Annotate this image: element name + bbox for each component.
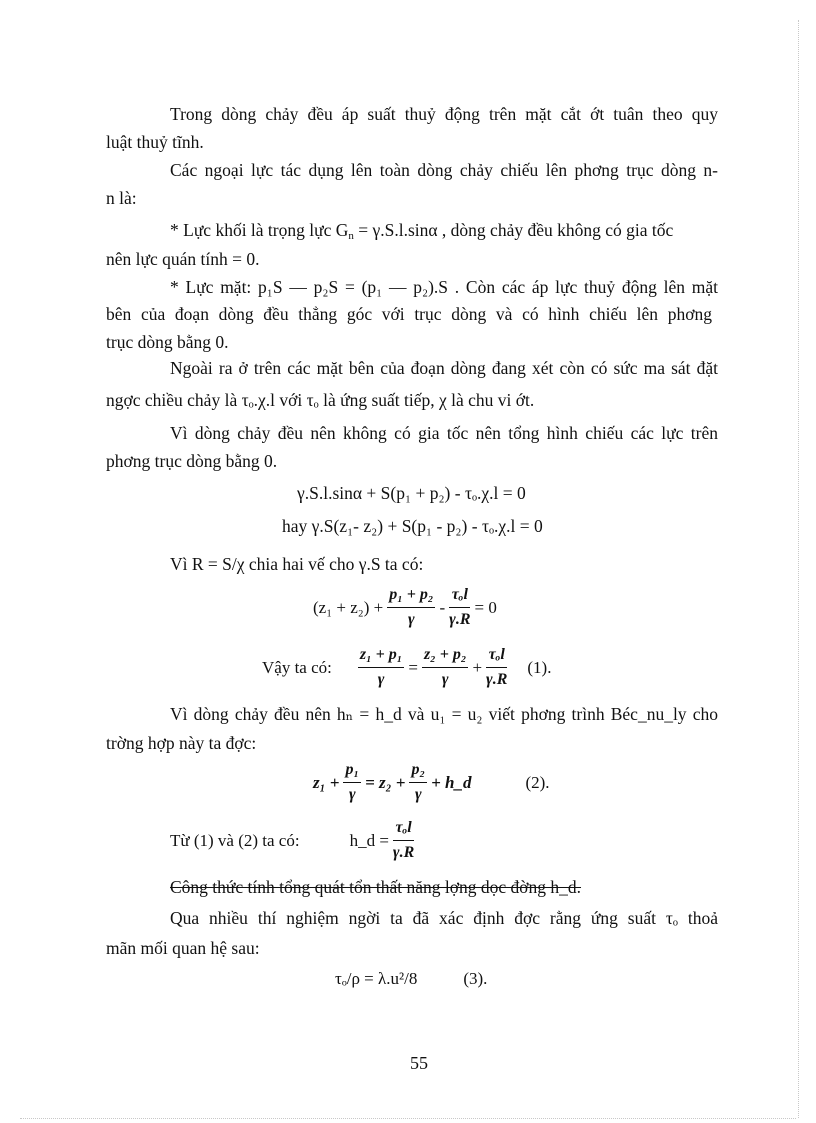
para-7: Vì R = S/χ chia hai vế cho γ.S ta có: [170,554,424,574]
eq4-fraction-1 [358,645,405,690]
equation-1 [262,645,551,690]
eq6-frac-numerator: τₒl [393,818,414,841]
eq4-fraction-2 [422,645,469,690]
eq6-frac-denominator: γ.R [392,844,415,861]
eq7-body: τₒ/ρ = λ.u²/8 [335,969,418,988]
eq3-minus: - [439,597,446,617]
section-heading: Công thức tính tổng quát tổn thất năng lợng dọc đờng h_d. [170,877,582,897]
eq5-frac1-numerator: p₁ [343,760,361,783]
eq3-fraction-pressure [387,585,435,630]
eq4-frac3-denominator: γ.R [486,671,508,688]
right-dotted-border [798,20,799,1118]
equation-head-loss [170,818,418,863]
para-8-line-1: Vì dòng chảy đều nên hₙ = h_d và u₁ = u₂ viết phơng trình Béc_nu_ly cho [170,704,718,724]
eq5-label: (2). [525,772,550,792]
eq4-frac3-numerator: τₒl [486,645,507,668]
eq3-frac2-numerator: τₒl [449,585,470,608]
para-9-line-2: mãn mối quan hệ sau: [106,938,260,958]
equation-2 [313,760,550,805]
page-number: 55 [410,1053,428,1073]
para-6-line-2: phơng trục dòng bằng 0. [106,451,278,471]
para-4-line-2: bên của đoạn dòng đều thẳng góc với trục dòng và có hình chiếu lên phơng [106,304,712,324]
eq4-frac2-numerator: z₂ + p₂ [422,645,469,668]
eq4-frac2-denominator: γ [441,671,449,688]
para-4-line-1: * Lực mặt: p₁S — p₂S = (p₁ — p₂).S . Còn các áp lực thuỷ động lên mặt [170,277,718,297]
para-2-line-1: Các ngoại lực tác dụng lên toàn dòng chảy chiếu lên phơng trục dòng n- [170,160,718,180]
eq5-frac1-denominator: γ [348,786,356,803]
para-5-line-1: Ngoài ra ở trên các mặt bên của đoạn dòng đang xét còn có sức ma sát đặt [170,358,718,378]
para-3-subscript: n [348,230,354,242]
eq4-label: (1). [527,657,552,677]
para-8-line-2: trờng hợp này ta đợc: [106,733,257,753]
bottom-dotted-border [20,1118,796,1119]
eq7-label: (3). [463,969,488,988]
equation-3 [335,969,487,989]
eq4-frac1-numerator: z₁ + p₁ [358,645,405,668]
equation-divided [313,585,497,630]
eq3-fraction-friction [449,585,470,630]
equation-force-balance: γ.S.l.sinα + S(p₁ + p₂) - τₒ.χ.l = 0 [297,483,526,503]
eq5-frac2-numerator: p₂ [409,760,427,783]
eq4-fraction-3 [486,645,507,690]
eq6-lhs: h_d = [349,830,389,850]
para-3-part-b: = γ.S.l.sinα , dòng chảy đều không có gia tốc [353,220,674,240]
eq3-lhs: (z₁ + z₂) + [313,597,384,617]
eq6-fraction [393,818,414,863]
para-3-line-1 [170,219,718,247]
para-9-line-1: Qua nhiều thí nghiệm ngời ta đã xác định đợc rằng ứng suất τₒ thoả [170,908,718,928]
eq4-frac1-denominator: γ [377,671,385,688]
eq5-fraction-2 [409,760,427,805]
eq4-equals: = [408,657,418,677]
para-3-part-a: * Lực khối là trọng lực G [170,220,349,240]
eq4-plus: + [472,657,483,677]
equation-force-balance-alt: hay γ.S(z₁- z₂) + S(p₁ - p₂) - τₒ.χ.l = 0 [282,516,543,536]
eq3-frac2-denominator: γ.R [449,611,471,628]
eq3-frac1-numerator: p₁ + p₂ [387,585,435,608]
para-3-line-2: nên lực quán tính = 0. [106,249,260,269]
para-6-line-1: Vì dòng chảy đều nên không có gia tốc nên tổng hình chiếu các lực trên [170,423,718,443]
para-5-line-2: ngợc chiều chảy là τₒ.χ.l với τₒ là ứng suất tiếp, χ là chu vi ớt. [106,390,535,410]
eq5-fraction-1 [343,760,361,805]
eq5-part-b: = z₂ + [365,772,406,792]
para-1-line-2: luật thuỷ tĩnh. [106,132,204,152]
eq5-part-c: + h_d [431,772,472,792]
para-2-line-2: n là: [106,188,137,208]
eq3-frac1-denominator: γ [408,611,415,628]
eq3-rhs: = 0 [474,597,497,617]
eq6-prefix: Từ (1) và (2) ta có: [170,830,300,850]
eq5-frac2-denominator: γ [414,786,422,803]
eq4-prefix: Vậy ta có: [262,657,332,677]
para-1-line-1: Trong dòng chảy đều áp suất thuỷ động trên mặt cắt ớt tuân theo quy [170,104,718,124]
para-4-line-3: trục dòng bằng 0. [106,332,229,352]
eq5-part-a: z₁ + [313,772,340,792]
